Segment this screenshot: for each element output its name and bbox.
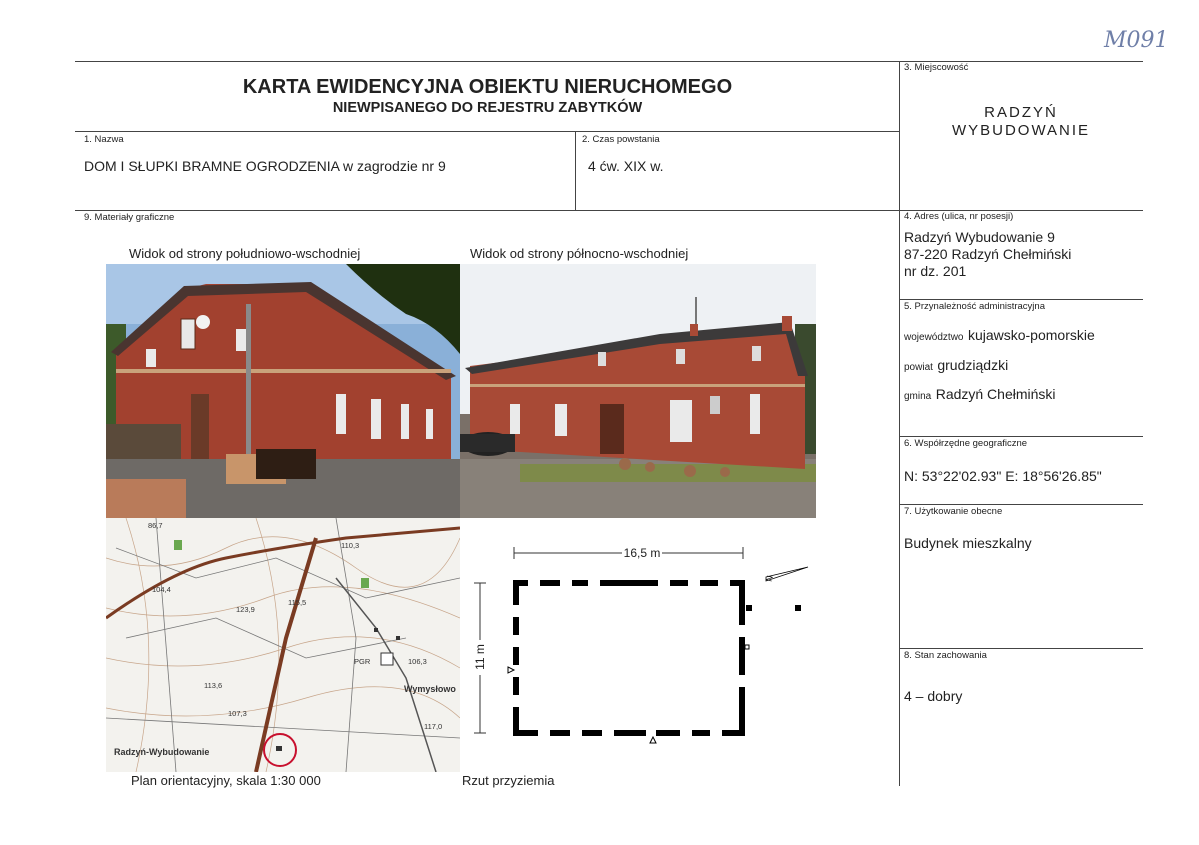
county-row — [904, 357, 1008, 375]
county-value: grudziądzki — [937, 357, 1009, 373]
photo2-caption: Widok od strony północno-wschodniej — [470, 246, 689, 261]
name-value: DOM I SŁUPKI BRAMNE OGRODZENIA w zagrodzie nr 9 — [84, 158, 446, 174]
address-bottom-rule — [899, 299, 1143, 300]
locality-line2: WYBUDOWANIE — [951, 122, 1091, 139]
address-line2: 87-220 Radzyń Chełmiński — [904, 246, 1072, 262]
county-prefix: powiat — [904, 362, 933, 373]
coords-label: 6. Współrzędne geograficzne — [904, 438, 1028, 449]
usage-value: Budynek mieszkalny — [904, 535, 1032, 551]
map-height-2: 104,4 — [152, 585, 171, 594]
address-line3: nr dz. 201 — [904, 263, 967, 279]
top-rule — [75, 61, 1143, 62]
map-height-6: 113,6 — [204, 681, 223, 690]
admin-bottom-rule — [899, 436, 1143, 437]
locality-label: 3. Miejscowość — [904, 62, 969, 73]
date-label: 2. Czas powstania — [582, 134, 660, 145]
map-height-9: 117,0 — [424, 722, 443, 731]
map-pgr-label: PGR — [354, 657, 371, 666]
usage-label: 7. Użytkowanie obecne — [904, 506, 1003, 517]
photo-southeast-view — [106, 264, 460, 518]
title-bottom-rule — [75, 131, 900, 132]
map-height-7: 107,3 — [228, 709, 247, 718]
document-title: KARTA EWIDENCYJNA OBIEKTU NIERUCHOMEGO — [242, 76, 733, 98]
plan-width-dimension: 16,5 m — [623, 546, 661, 560]
right-column-rule — [899, 61, 900, 786]
name-date-divider — [575, 131, 576, 210]
voivodeship-row — [904, 327, 1095, 345]
commune-prefix: gmina — [904, 391, 932, 402]
address-label: 4. Adres (ulica, nr posesji) — [904, 211, 1014, 222]
locality-line1: RADZYŃ — [984, 104, 1058, 121]
coords-bottom-rule — [899, 504, 1143, 505]
photo-northeast-view — [460, 264, 816, 518]
coords-value: N: 53°22'02.93" E: 18°56'26.85" — [904, 468, 1102, 484]
ground-floor-plan — [470, 535, 810, 755]
map-height-8: 106,3 — [408, 657, 427, 666]
handwritten-reference: M091 — [1104, 28, 1169, 53]
map-place-radzyn: Radzyń-Wybudowanie — [114, 747, 210, 757]
address-line1: Radzyń Wybudowanie 9 — [904, 229, 1055, 245]
map-height-4: 123,9 — [236, 605, 255, 614]
plan-height-dimension: 11 m — [473, 644, 487, 670]
voivodeship-prefix: województwo — [904, 332, 964, 343]
commune-row — [904, 386, 1056, 404]
name-label: 1. Nazwa — [84, 134, 124, 145]
map-height-5: 115,5 — [288, 598, 307, 607]
photo1-caption: Widok od strony południowo-wschodniej — [129, 246, 361, 261]
condition-label: 8. Stan zachowania — [904, 650, 987, 661]
map-caption: Plan orientacyjny, skala 1:30 000 — [131, 773, 321, 788]
condition-value: 4 – dobry — [904, 688, 963, 704]
map-height-3: 110,3 — [341, 541, 360, 550]
graphics-label: 9. Materiały graficzne — [84, 212, 175, 223]
usage-bottom-rule — [899, 648, 1143, 649]
date-value: 4 ćw. XIX w. — [588, 158, 664, 174]
voivodeship-value: kujawsko-pomorskie — [967, 327, 1095, 343]
admin-label: 5. Przynależność administracyjna — [904, 301, 1045, 312]
commune-value: Radzyń Chełmiński — [935, 386, 1056, 402]
svg-text:N: N — [764, 574, 775, 583]
map-height-1: 86,7 — [148, 521, 163, 530]
plan-caption: Rzut przyziemia — [462, 773, 555, 788]
document-subtitle: NIEWPISANEGO DO REJESTRU ZABYTKÓW — [332, 100, 643, 116]
map-place-wymyslowo: Wymysłowo — [404, 684, 456, 694]
orientation-map — [106, 518, 460, 772]
